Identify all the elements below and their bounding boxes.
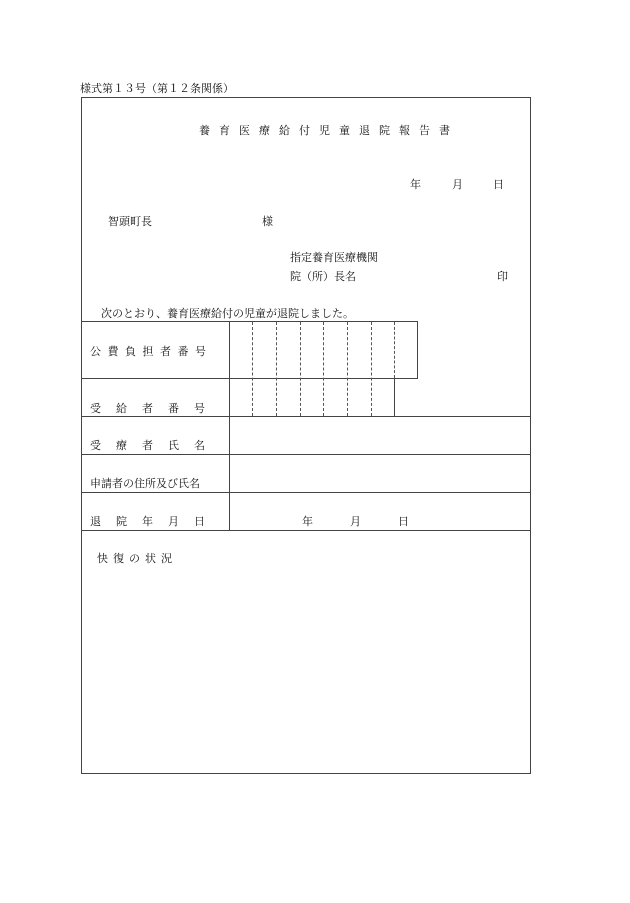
- label-payer-number: 公費負担者番号: [90, 345, 213, 358]
- label-patient-name: 受療者氏名: [90, 439, 220, 452]
- date-day: 日: [493, 178, 504, 191]
- label-recipient-number: 受給者番号: [90, 402, 220, 415]
- form-number: 様式第１３号（第１２条関係）: [80, 82, 234, 95]
- director-name-label: 院（所）長名: [290, 270, 356, 283]
- date-month: 月: [452, 178, 463, 191]
- addressee-name: 智頭町長: [108, 215, 152, 228]
- label-recovery: 快復の状況: [97, 552, 177, 565]
- label-applicant: 申請者の住所及び氏名: [90, 477, 200, 490]
- discharge-year: 年: [302, 515, 313, 528]
- intro-text: 次のとおり、養育医療給付の児童が退院しました。: [101, 307, 354, 320]
- institution-label: 指定養育医療機関: [290, 251, 378, 264]
- seal-mark: 印: [497, 270, 508, 283]
- form-title: 養育医療給付児童退院報告書: [199, 124, 459, 137]
- addressee-honorific: 様: [262, 215, 273, 228]
- discharge-month: 月: [350, 515, 361, 528]
- discharge-day: 日: [398, 515, 409, 528]
- date-year: 年: [410, 178, 421, 191]
- label-discharge-date: 退院年月日: [90, 515, 220, 528]
- form-frame: [81, 97, 531, 774]
